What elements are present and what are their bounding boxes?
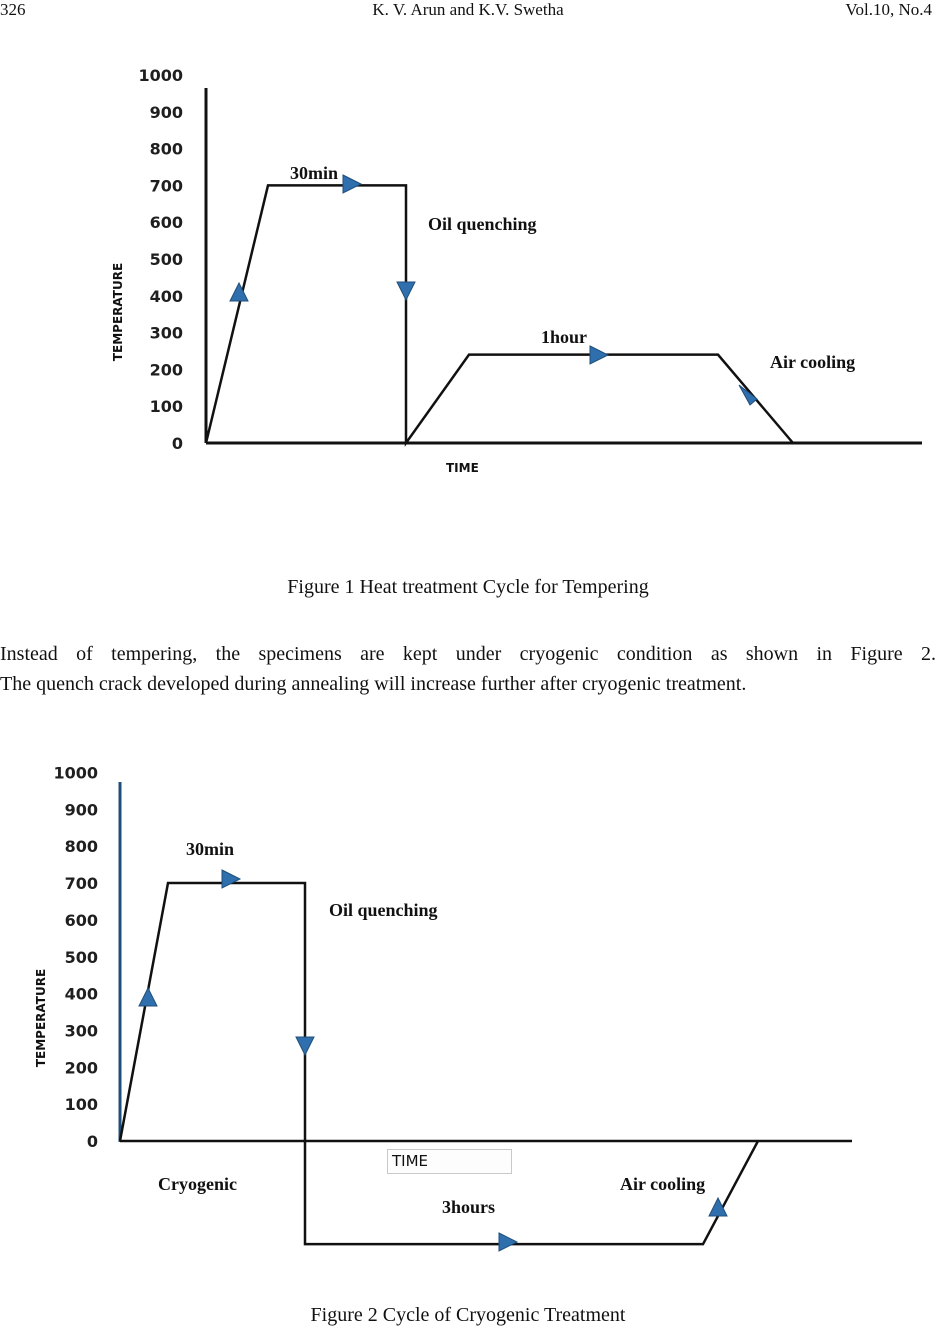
hold-time-3hours: 3hours bbox=[442, 1197, 496, 1217]
y-tick-label: 100 bbox=[64, 1095, 98, 1115]
y-tick-label: 500 bbox=[64, 947, 98, 967]
y-tick-label: 800 bbox=[149, 139, 183, 159]
cooling-arrow bbox=[739, 385, 757, 405]
volume-label: Vol.10, No.4 bbox=[845, 0, 932, 19]
paragraph-line-2: The quench crack developed during annealing will increase further after cryogenic treatment. bbox=[0, 673, 747, 695]
y-tick-label: 600 bbox=[64, 910, 98, 930]
y-tick-labels bbox=[138, 66, 183, 453]
y-tick-label: 100 bbox=[149, 397, 183, 417]
y-tick-label: 500 bbox=[149, 250, 183, 269]
y-tick-label: 700 bbox=[149, 176, 183, 196]
running-header bbox=[0, 0, 936, 22]
x-axis-label: TIME bbox=[446, 461, 479, 475]
heating-arrow bbox=[230, 283, 248, 301]
paragraph-line-1: Instead of tempering, the specimens are kept under cryogenic condition as shown in Figure 2. bbox=[0, 643, 936, 665]
y-tick-label: 600 bbox=[149, 213, 183, 233]
figure-2-caption: Figure 2 Cycle of Cryogenic Treatment bbox=[310, 1304, 626, 1326]
y-tick-label: 1000 bbox=[138, 66, 183, 85]
quench-arrow bbox=[397, 282, 415, 300]
y-tick-label: 900 bbox=[149, 102, 183, 122]
y-tick-label: 800 bbox=[64, 837, 98, 857]
heating-arrow bbox=[139, 988, 157, 1006]
hold-arrow bbox=[590, 346, 608, 364]
y-tick-label: 200 bbox=[64, 1058, 98, 1078]
direction-arrows bbox=[230, 175, 757, 405]
hold-arrow bbox=[499, 1233, 517, 1251]
figure-1-caption: Figure 1 Heat treatment Cycle for Tempering bbox=[287, 576, 649, 598]
y-tick-label: 1000 bbox=[53, 763, 98, 783]
hold-time-30min: 30min bbox=[290, 163, 339, 183]
y-tick-label: 200 bbox=[149, 360, 183, 380]
y-tick-label: 0 bbox=[171, 434, 183, 453]
y-tick-label: 900 bbox=[64, 800, 98, 820]
y-tick-label: 400 bbox=[149, 286, 183, 306]
y-axis-label: TEMPERATURE bbox=[34, 968, 48, 1068]
running-authors: K. V. Arun and K.V. Swetha bbox=[372, 0, 564, 19]
y-tick-label: 400 bbox=[64, 984, 98, 1004]
hold-arrow bbox=[343, 175, 361, 193]
body-paragraph bbox=[0, 639, 936, 699]
y-tick-label: 0 bbox=[86, 1132, 98, 1151]
y-axis-label: TEMPERATURE bbox=[111, 262, 125, 362]
figure-2-chart bbox=[0, 750, 936, 1270]
figure-1-chart bbox=[0, 40, 936, 540]
oil-quenching-label: Oil quenching bbox=[329, 900, 438, 920]
air-cooling-label: Air cooling bbox=[620, 1174, 706, 1194]
cryogenic-label: Cryogenic bbox=[158, 1174, 237, 1194]
hold-time-30min: 30min bbox=[186, 839, 235, 859]
oil-quenching-label: Oil quenching bbox=[428, 214, 537, 234]
y-tick-label: 700 bbox=[64, 874, 98, 894]
hold-time-1hour: 1hour bbox=[541, 327, 588, 347]
y-tick-label: 300 bbox=[64, 1021, 98, 1041]
y-tick-labels bbox=[53, 764, 98, 1152]
warming-arrow bbox=[709, 1198, 727, 1216]
y-tick-label: 300 bbox=[149, 323, 183, 343]
x-axis-label: TIME bbox=[392, 1152, 429, 1170]
air-cooling-label: Air cooling bbox=[770, 352, 856, 372]
quench-arrow bbox=[296, 1037, 314, 1055]
page-number: 326 bbox=[0, 0, 26, 19]
x-axis-label-box bbox=[387, 1149, 512, 1174]
hold-arrow bbox=[222, 870, 240, 888]
